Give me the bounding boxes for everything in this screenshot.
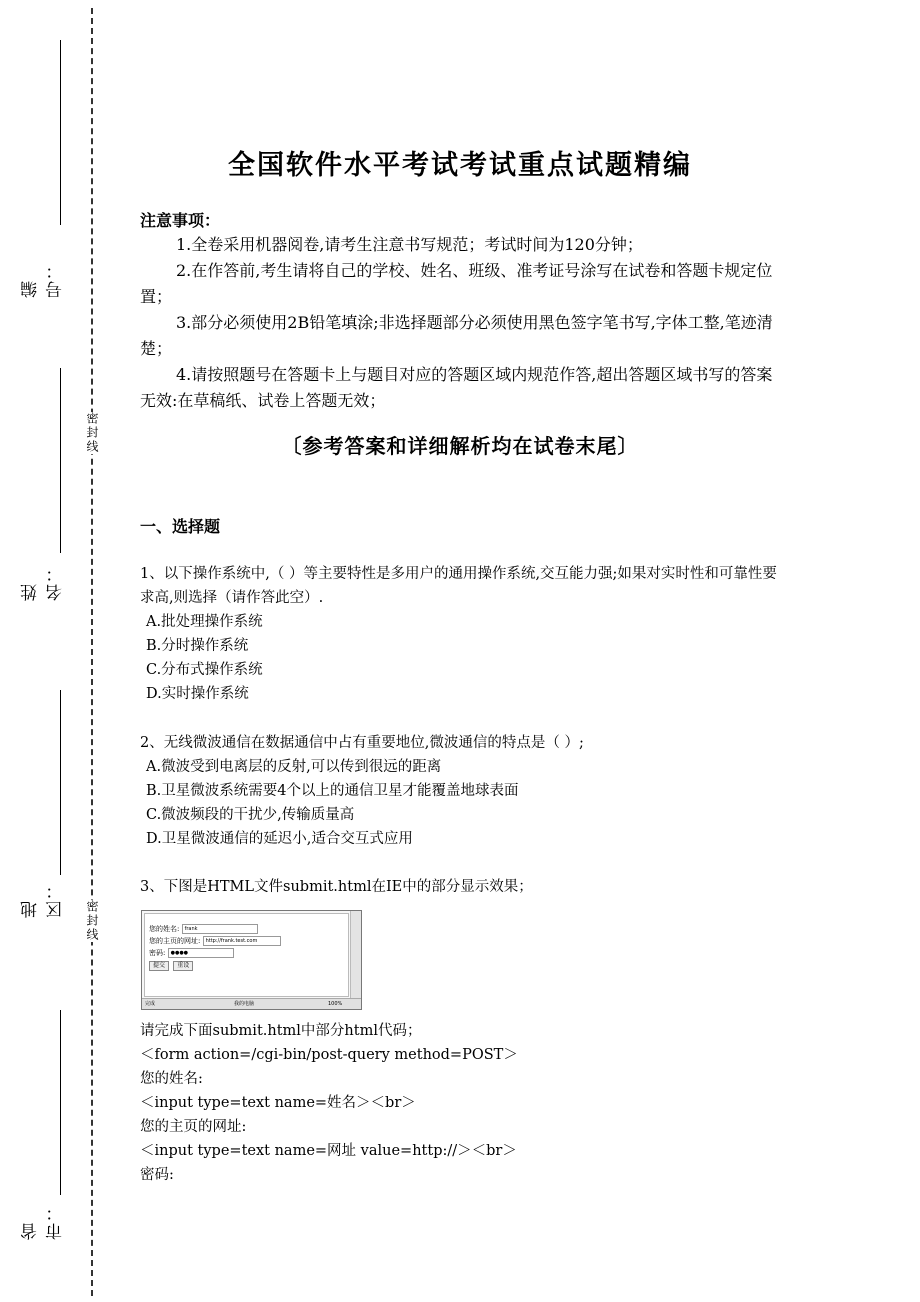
figure-reset-button: 重设 [173, 961, 193, 971]
figure-status-done: 完成 [145, 1001, 156, 1007]
question-3 [140, 875, 785, 899]
region-label: 地区： [21, 880, 66, 918]
question-stem: 3、下图是HTML文件submit.html在IE中的部分显示效果； [140, 879, 533, 895]
id-write-line [60, 40, 61, 225]
reference-note: 〔参考答案和详细解析均在试卷末尾〕 [281, 434, 639, 458]
figure-buttons-row [149, 960, 195, 970]
code-line: 请完成下面submit.html中部分html代码； [140, 1023, 422, 1039]
option-d: D.卫星微波通信的延迟小,适合交互式应用 [146, 831, 413, 847]
notes-heading: 注意事项： [140, 211, 221, 230]
figure-status-zoom: 100% [328, 1001, 343, 1007]
question-1 [140, 562, 785, 706]
seal-text-lower: 密封线 [82, 900, 100, 942]
binding-dashed-line [91, 8, 93, 1296]
figure-url-label: 您的主页的网址: [149, 937, 201, 945]
browser-content-area [144, 913, 349, 997]
option-c: C.分布式操作系统 [146, 662, 263, 678]
option-b: B.分时操作系统 [146, 638, 249, 654]
exam-title: 全国软件水平考试考试重点试题精编 [228, 150, 692, 181]
section-title: 一、选择题 [140, 517, 221, 536]
figure-name-field: frank [182, 924, 258, 934]
figure-status-zone: 我的电脑 [234, 1001, 255, 1007]
code-line: 密码: [140, 1167, 174, 1183]
name-label: 姓名： [21, 563, 66, 601]
code-line: 您的主页的网址: [140, 1119, 247, 1135]
browser-screenshot-figure [141, 910, 362, 1010]
option-b: B.卫星微波系统需要4个以上的通信卫星才能覆盖地球表面 [146, 783, 519, 799]
figure-name-label: 您的姓名: [149, 925, 180, 933]
note-item: 4.请按照题号在答题卡上与题目对应的答题区域内规范作答,超出答题区域书写的答案无效:在草稿纸、试卷上答题无效； [140, 365, 773, 410]
code-line: ＜form action=/cgi-bin/post-query method=POST＞ [140, 1047, 518, 1063]
question-2 [140, 731, 785, 851]
question-stem: 2、无线微波通信在数据通信中占有重要地位,微波通信的特点是（ ）; [140, 735, 584, 751]
seal-text-upper: 密封线 [82, 412, 100, 454]
option-c: C.微波频段的干扰少,传输质量高 [146, 807, 355, 823]
option-a: A.微波受到电离层的反射,可以传到很远的距离 [146, 759, 442, 775]
name-write-line [60, 368, 61, 553]
note-item: 3.部分必须使用2B铅笔填涂;非选择题部分必须使用黑色签字笔书写,字体工整,笔迹清楚； [140, 313, 773, 358]
region-write-line [60, 690, 61, 875]
figure-url-row [149, 936, 281, 946]
province-write-line [60, 1010, 61, 1195]
figure-status-bar [142, 998, 361, 1009]
figure-password-label: 密码: [149, 949, 166, 957]
question-3-code [140, 1019, 785, 1187]
id-label: 编号： [21, 260, 66, 298]
figure-url-field: http://frank.test.com [203, 936, 281, 946]
figure-scrollbar [350, 911, 361, 999]
figure-password-field: ●●●● [168, 948, 234, 958]
province-label: 省市： [21, 1202, 66, 1240]
figure-name-row [149, 924, 258, 934]
note-item: 1.全卷采用机器阅卷,请考生注意书写规范；考试时间为120分钟； [176, 235, 643, 254]
option-a: A.批处理操作系统 [146, 614, 263, 630]
notes-list [140, 232, 782, 414]
figure-submit-button: 提交 [149, 961, 169, 971]
code-line: ＜input type=text name=网址 value=http://＞＜br＞ [140, 1143, 517, 1159]
note-item: 2.在作答前,考生请将自己的学校、姓名、班级、准考证号涂写在试卷和答题卡规定位置； [140, 261, 773, 306]
option-d: D.实时操作系统 [146, 686, 249, 702]
question-stem: 1、以下操作系统中,（ ）等主要特性是多用户的通用操作系统,交互能力强;如果对实时性和可靠性要求高,则选择（请作答此空）. [140, 566, 777, 606]
code-line: 您的姓名: [140, 1071, 203, 1087]
figure-password-row [149, 948, 234, 958]
code-line: ＜input type=text name=姓名＞＜br＞ [140, 1095, 416, 1111]
